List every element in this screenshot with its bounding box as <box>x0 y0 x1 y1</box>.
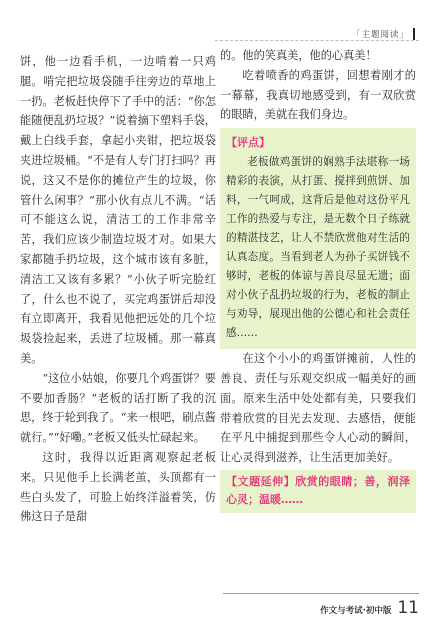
publication-name: 作文与考试·初中版 <box>320 606 392 616</box>
story-paragraph-2: “这位小姑娘，你要几个鸡蛋饼？要不要加香肠？”老板的话打断了我的沉思，终于轮到我了。“来一根吧，刷点酱就行。”“好嘞。”老板又低头忙碌起来。 <box>20 371 216 445</box>
story-paragraph-1: 饼，他一边看手机，一边啃着一只鸡腿。啃完把垃圾袋随手往旁边的草地上一扔。老板赶快停下了手中的活：“你怎能随便乱扔垃圾？”说着摘下塑料手袋，戴上白线手套，拿起小夹钳，把垃圾袋夹进垃圾桶。“不是有人专门打扫吗？再说，这又不是你的摊位产生的垃圾，你管什么闲事？”那小伙有点儿不满。“话可不能这么说，清洁工的工作非常辛苦，我们应该少制造垃圾才对。如果大家都随手扔垃圾，这个城市该有多脏，清洁工又该有多累？”小伙子听完脸红了，什么也不说了，买完鸡蛋饼后却没有立即离开，我看见他把远处的几个垃圾袋捡起来，丢进了垃圾桶。那一幕真美。 <box>20 55 216 365</box>
page-footer <box>223 598 419 616</box>
page-number: 11 <box>397 598 419 618</box>
header-divider <box>215 40 419 41</box>
left-column <box>20 52 216 527</box>
section-tag: 「主题阅读」 <box>352 28 415 40</box>
comment-box <box>220 128 416 349</box>
topic-extension-box: 【文题延伸】欣赏的眼睛；善，润泽心灵；温暖…… <box>220 470 416 513</box>
right-column <box>220 46 416 513</box>
story-paragraph-4: 的。他的笑真美，他的心真美！ <box>220 49 377 62</box>
story-paragraph-6: 在这个小小的鸡蛋饼摊前，人性的善良、责任与乐观交织成一幅美好的画面。原来生活中处处都有美，只要我们带着欣赏的目光去发现、去感悟，便能在平凡中捕捉到那些令人心动的瞬间，让心灵得到滋养，让生活更加美好。 <box>220 352 416 465</box>
comment-text: 老板做鸡蛋饼的娴熟手法堪称一场精彩的表演，从打蛋、搅拌到煎饼、加料，一气呵成，这背后是他对这份平凡工作的热爱与专注，是无数个日子练就的精湛技艺，让人不禁欣赏他对生活的认真态度。当看到老人为孙子买饼钱不够时，老板的体谅与善良尽显无遗；面对小伙子乱扔垃圾的行为，老板的制止与劝导，展现出他的公德心和社会责任感…… <box>226 156 410 340</box>
story-paragraph-5: 吃着喷香的鸡蛋饼，回想着刚才的一幕幕，我真切地感受到，有一双欣赏的眼睛，美就在我们身边。 <box>220 68 416 122</box>
footer-divider <box>223 593 419 594</box>
story-paragraph-3: 这时，我得以近距离观察起老板来。只见他手上长满老茧，头顶都有一些白头发了，可脸上始终洋溢着笑，仿佛这日子是甜 <box>20 450 216 524</box>
comment-label: 【评点】 <box>226 136 270 150</box>
